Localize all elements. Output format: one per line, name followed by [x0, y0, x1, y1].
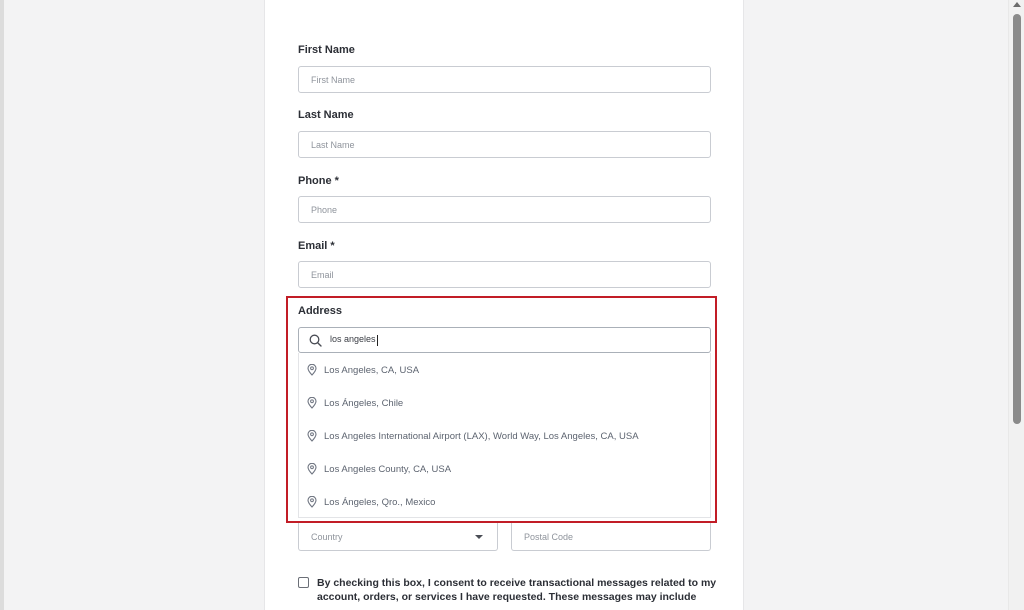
suggestion-item[interactable] — [307, 459, 451, 479]
suggestion-label: Los Angeles, CA, USA — [324, 364, 420, 376]
text-caret — [377, 335, 378, 346]
address-search-input[interactable] — [298, 327, 711, 353]
consent-text — [317, 576, 717, 604]
consent-text-line: By checking this box, I consent to receive transactional messages related to my — [317, 577, 717, 589]
map-pin-icon — [307, 496, 317, 508]
search-icon — [309, 334, 322, 347]
contact-form — [264, 0, 744, 610]
suggestion-label: Los Ángeles, Qro., Mexico — [324, 496, 436, 508]
map-pin-icon — [307, 364, 317, 376]
address-search-value: los angeles — [330, 334, 376, 345]
suggestion-item[interactable] — [307, 426, 639, 446]
map-pin-icon — [307, 463, 317, 475]
suggestion-label: Los Ángeles, Chile — [324, 397, 404, 409]
suggestion-item[interactable] — [307, 492, 435, 512]
suggestion-item[interactable] — [307, 360, 419, 380]
country-select[interactable] — [298, 523, 498, 551]
first-name-label: First Name — [298, 44, 355, 56]
scrollbar-thumb[interactable] — [1013, 14, 1021, 424]
last-name-label: Last Name — [298, 109, 354, 121]
vertical-scrollbar[interactable] — [1008, 0, 1024, 610]
last-name-input[interactable]: Last Name — [298, 131, 711, 158]
phone-label: Phone * — [298, 175, 339, 187]
first-name-input[interactable]: First Name — [298, 66, 711, 93]
map-pin-icon — [307, 430, 317, 442]
email-label: Email * — [298, 240, 335, 252]
suggestion-label: Los Angeles International Airport (LAX), World Way, Los Angeles, CA, USA — [324, 430, 639, 442]
scroll-up-arrow-icon[interactable] — [1013, 2, 1021, 7]
email-input[interactable]: Email — [298, 261, 711, 288]
suggestion-item[interactable] — [307, 393, 403, 413]
postal-code-input[interactable]: Postal Code — [511, 523, 711, 551]
map-pin-icon — [307, 397, 317, 409]
suggestion-label: Los Angeles County, CA, USA — [324, 463, 452, 475]
country-placeholder: Country — [311, 531, 343, 542]
page-edge — [0, 0, 4, 610]
chevron-down-icon — [475, 535, 483, 539]
address-suggestions-list — [298, 353, 711, 518]
consent-checkbox[interactable] — [298, 577, 309, 588]
consent-text-line: account, orders, or services I have requested. These messages may include — [317, 591, 697, 603]
phone-input[interactable]: Phone — [298, 196, 711, 223]
address-label: Address — [298, 305, 343, 317]
